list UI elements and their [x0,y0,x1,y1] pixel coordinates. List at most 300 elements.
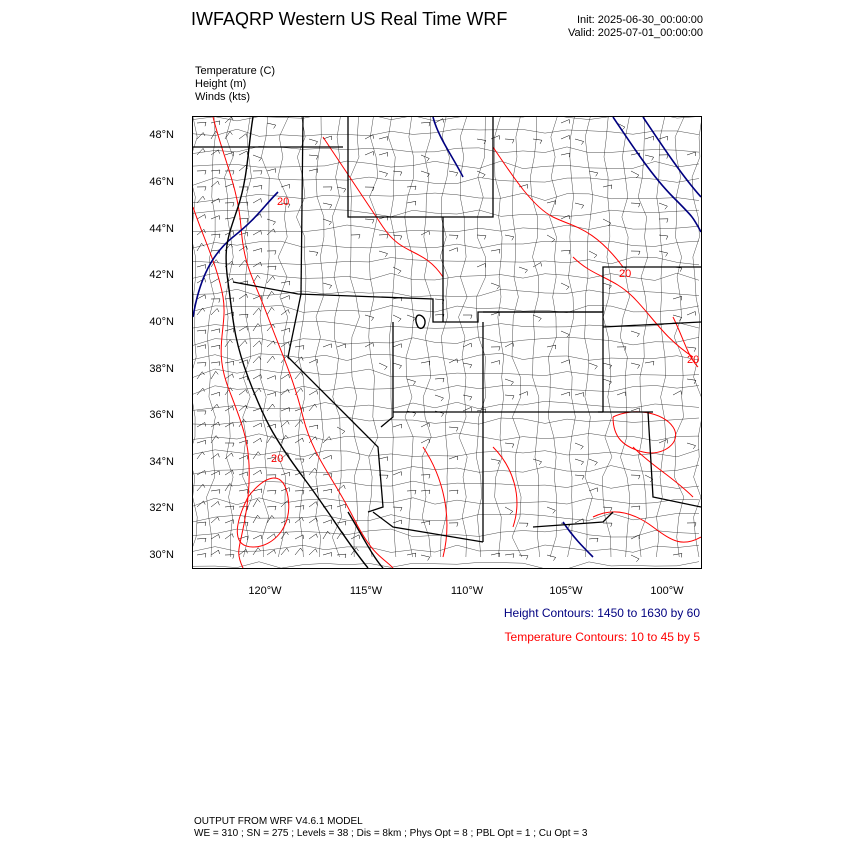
wind-barb [393,424,402,428]
wind-barb [225,520,234,524]
wind-barb [253,499,260,507]
wind-barb [253,515,260,523]
wind-barb [477,263,486,267]
wind-barb [449,248,458,252]
wind-barb [253,171,262,175]
wind-barb [449,523,458,527]
wind-barb [463,315,472,319]
wind-barb [239,390,247,396]
wind-barb [463,363,472,368]
wind-barb [659,203,667,209]
county-line [193,465,699,474]
wind-barb [421,521,430,525]
wind-barb [617,392,626,396]
wind-barb [673,267,682,272]
field-height: Height (m) [195,78,247,90]
wind-barb [561,331,569,338]
wind-barb [659,219,668,223]
wind-barb [267,276,275,283]
county-line [350,117,360,557]
wind-barb [197,345,206,349]
wind-barb [477,235,486,239]
wind-barb [211,517,219,523]
wind-barb [323,283,332,289]
wind-barb [211,309,219,316]
contour-labels [271,196,699,465]
wind-barb [239,232,248,236]
county-line [388,117,396,557]
wind-barb [211,471,220,475]
wind-barb [575,475,584,480]
wind-barb [575,459,584,465]
wind-barb [323,553,332,557]
lon-label-115: 115°W [349,585,383,597]
county-line [193,545,699,552]
wind-barb [295,459,304,463]
wind-barb [267,341,275,347]
wind-barb [267,251,276,255]
wind-barb [505,395,514,399]
wind-barb [253,470,262,475]
wind-barb [519,523,528,527]
lon-label-100: 100°W [650,585,684,597]
wind-barb [253,452,261,459]
wind-barb [631,363,640,369]
wind-barb [281,532,289,539]
model-output-note: OUTPUT FROM WRF V4.6.1 MODEL [194,816,363,827]
wind-barb [561,215,570,219]
wind-barb [211,234,220,238]
county-line [225,117,234,557]
wind-barb [337,427,345,434]
wind-barb [197,148,205,155]
wind-barb [379,235,388,239]
wind-barb [561,120,570,124]
county-line [692,117,701,557]
wind-barb [505,235,514,240]
wind-barb [323,203,332,208]
wind-barb [645,361,654,365]
wind-barb [197,243,204,251]
wind-barb [225,218,234,222]
wind-barb [239,151,248,155]
wind-barb [197,484,205,491]
wind-barb [309,425,318,429]
county-line [674,117,684,557]
county-line [193,117,197,557]
wind-barb [575,393,584,397]
lon-label-110: 110°W [450,585,484,597]
wind-barb [197,363,206,367]
county-line [602,117,612,557]
wind-barb [197,423,206,428]
county-line [332,117,341,557]
wind-barb [197,215,206,220]
wind-barb [225,340,233,347]
lat-label-46: 46°N [149,176,174,188]
county-line [568,117,576,557]
temperature-contour-label: 20 [271,453,284,465]
wind-barb [267,490,276,494]
wind-barb [267,550,276,555]
model-config-note: WE = 310 ; SN = 275 ; Levels = 38 ; Dis = 8km ; Phys Opt = 8 ; PBL Opt = 1 ; Cu Opt = 3 [194,828,588,839]
wind-barb [225,361,234,365]
wind-barb [211,490,220,494]
wind-barb [393,344,402,348]
county-line [193,562,699,568]
county-line [585,117,593,557]
wind-barb [491,347,500,351]
county-line [193,353,699,361]
map-panel [192,116,702,569]
wind-barb [323,187,332,191]
county-line [193,481,699,488]
wind-barb [295,372,303,379]
wind-barb [519,267,528,273]
wind-barb [477,139,486,144]
wind-barb [253,423,262,427]
wind-barb [379,137,388,141]
wind-barb [673,553,682,557]
wind-barb [197,265,206,269]
wind-barb [309,155,318,160]
wind-barb [211,501,219,507]
wind-barb [197,538,206,542]
wind-barb [435,395,444,401]
wind-barb [197,452,205,459]
wind-barb [351,535,360,539]
wind-barb [253,535,262,539]
wind-barb [197,171,206,175]
wind-barb [197,471,206,476]
temperature-contour-label: 20 [277,196,290,208]
county-line [476,117,485,557]
wind-barb [267,534,276,539]
county-boundaries [193,117,701,568]
wind-barb [631,203,640,207]
wind-barb [211,170,220,174]
wind-barb [267,392,276,396]
wind-barb [267,229,275,235]
wind-barb [575,203,584,209]
wind-barb [225,406,234,411]
wind-barb [197,522,206,526]
wind-barb [533,459,542,465]
wind-barb [631,506,640,510]
field-winds: Winds (kts) [195,91,250,103]
wind-barb [393,315,401,322]
wind-barb [575,443,583,449]
wind-barb [491,136,500,140]
wind-barb [323,219,332,225]
wind-barb [239,472,248,476]
county-line [193,450,699,457]
wind-barb [631,171,639,178]
county-line [193,322,699,329]
lat-label-42: 42°N [149,269,174,281]
wind-barb [505,554,514,558]
wind-barb [281,296,290,300]
wind-barb [589,459,597,465]
wind-barb [687,523,696,527]
wind-barb [421,475,430,479]
wind-barb [309,453,317,460]
wind-barb [225,203,234,207]
wind-barb [337,554,346,558]
wind-barb [267,123,276,129]
lat-label-40: 40°N [149,316,174,328]
wind-barb [673,391,682,395]
wind-barb [309,468,317,475]
wind-barb [197,133,205,140]
county-line [193,337,699,345]
chart-title: IWFAQRP Western US Real Time WRF [191,9,508,29]
wind-barb [463,407,472,411]
wind-barb [393,520,402,524]
temperature-contour-label: 20 [619,268,632,280]
wind-barb [659,251,668,257]
wind-barb [435,378,444,382]
wind-barb [421,231,430,235]
wind-barb [239,490,248,494]
wind-barb [421,361,430,365]
wind-barb [309,534,318,539]
wind-barb [211,362,220,366]
wind-barb [323,520,332,524]
county-line [368,117,378,557]
lat-label-44: 44°N [149,223,174,235]
wind-barb [407,201,416,205]
temperature-contour-label: 20 [687,354,700,366]
wind-barb [603,185,612,189]
wind-barb [225,278,234,283]
wind-barb [323,344,332,348]
wind-barb [267,376,276,380]
wind-barb [309,139,318,145]
wind-barb [561,250,570,254]
wind-barb [547,345,556,349]
wind-barb [253,341,261,347]
wind-barb [281,374,290,379]
wind-barb [589,251,597,258]
wind-barb [659,155,668,159]
wind-barb [197,308,205,315]
wind-barb [281,519,290,523]
wind-barb [295,438,304,443]
wind-barb [211,329,220,333]
wind-barb [589,538,598,542]
county-line [548,117,557,557]
wind-barb [631,555,639,562]
wind-barb [281,408,290,412]
wind-barb [309,391,318,396]
lat-label-32: 32°N [149,502,174,514]
wind-barb [379,153,388,157]
wind-barb [253,308,261,315]
wind-barb [225,506,234,510]
wind-barb [561,135,570,139]
wind-barb [561,392,570,396]
wind-barb [365,151,374,155]
wind-barb [407,315,415,321]
wind-barb [393,472,402,476]
wind-barb [407,490,416,494]
wind-barb [253,324,260,332]
wind-barb [211,216,220,220]
wind-barb [239,340,247,347]
wind-barb [267,506,276,510]
wind-barb [603,363,612,369]
wind-barb [239,326,248,331]
wind-barb [295,420,303,427]
wind-barb [631,251,640,255]
coastline [226,117,425,568]
wind-barb [267,307,274,315]
wind-barb [211,345,220,349]
lat-label-38: 38°N [149,363,174,375]
county-line [620,117,630,557]
wind-barb [421,439,430,443]
wind-barb [281,548,289,555]
wind-barb [463,343,472,347]
county-line [459,117,468,557]
wind-barb [239,134,247,139]
wind-barb [421,423,430,427]
wind-barb [407,186,416,190]
wind-barb [687,152,696,156]
wind-barb [225,374,234,379]
wind-barb [239,260,247,267]
height-contours-legend: Height Contours: 1450 to 1630 by 60 [503,606,700,620]
county-line [315,117,324,557]
wind-barb [589,171,598,176]
wind-barb [239,550,247,556]
temperature-contours-legend: Temperature Contours: 10 to 45 by 5 [504,630,700,644]
wind-barb [365,135,374,139]
wind-barb [519,555,528,559]
wind-barb [491,361,500,365]
wind-barb [267,436,274,444]
wind-barb [505,379,514,385]
county-line [512,117,522,557]
wind-barb [463,395,472,400]
wind-barb [281,342,290,347]
county-line [530,117,539,557]
wind-barb [575,139,584,145]
wind-barb [561,360,570,364]
wind-barb [197,388,205,395]
wind-barb [225,443,234,447]
wind-barb [617,347,626,351]
wind-barb [295,548,303,555]
wind-barb [267,219,276,225]
wind-barb [505,443,514,448]
wind-barb [505,139,514,143]
wind-barb [631,331,640,337]
wind-barb [281,184,290,188]
wind-barb [225,152,234,156]
wind-barb [295,408,304,412]
wind-barb [253,199,262,204]
wind-barb [547,201,556,205]
wind-barb [309,404,317,411]
wind-barb [533,315,541,321]
wind-barb [239,314,248,318]
wind-barb [239,202,248,206]
wind-barb [379,363,387,370]
county-line [440,117,449,557]
lat-label-48: 48°N [149,129,174,141]
wind-barb [309,251,318,256]
wind-barb [253,438,262,443]
wind-barb [211,299,220,303]
wind-barb [533,139,542,144]
wind-barb [645,136,654,140]
wind-barb [337,504,346,508]
lon-label-105: 105°W [549,585,583,597]
wind-barb [491,283,499,289]
county-line [494,117,503,557]
wind-barb [491,459,500,464]
map-canvas [193,117,701,568]
wind-barb [351,235,360,239]
county-line [193,498,699,506]
wind-barb [253,231,262,235]
wind-barb [309,549,317,555]
wind-barb [239,294,248,299]
wind-barb [197,440,206,444]
county-line [638,117,648,557]
wind-barb [561,153,570,157]
wind-barb [449,235,458,239]
wind-barb [225,555,234,559]
lat-label-34: 34°N [149,456,174,468]
field-temperature: Temperature (C) [195,65,276,77]
wind-barb [197,122,206,126]
wind-barb [421,555,430,561]
wind-barb [211,454,219,460]
wind-barb [547,235,555,242]
wind-barb [477,171,485,178]
wind-barb [589,363,597,369]
wind-barb [421,122,430,126]
wind-barb [449,490,458,494]
wind-barb [225,328,234,332]
wind-barb [197,187,206,191]
wind-barb [211,550,220,555]
wind-barb [519,392,528,396]
wind-barb [687,312,696,316]
wind-barb [253,248,262,252]
wind-barb [253,155,261,161]
wind-barb [197,554,206,558]
wind-barb [323,455,332,459]
wind-barb [659,439,668,443]
wind-barb [449,427,458,431]
wind-barb [449,171,458,176]
wind-barb [561,283,569,290]
wind-barb [267,356,275,363]
wind-barb [253,356,261,363]
wind-barb [379,171,388,177]
wind-barb [631,475,640,479]
init-time: Init: 2025-06-30_00:00:00 [577,14,703,26]
wind-barb [393,363,402,369]
wind-barb [211,371,218,379]
wind-barb [225,453,233,459]
wind-barb [323,489,332,493]
wind-barb [225,534,233,539]
